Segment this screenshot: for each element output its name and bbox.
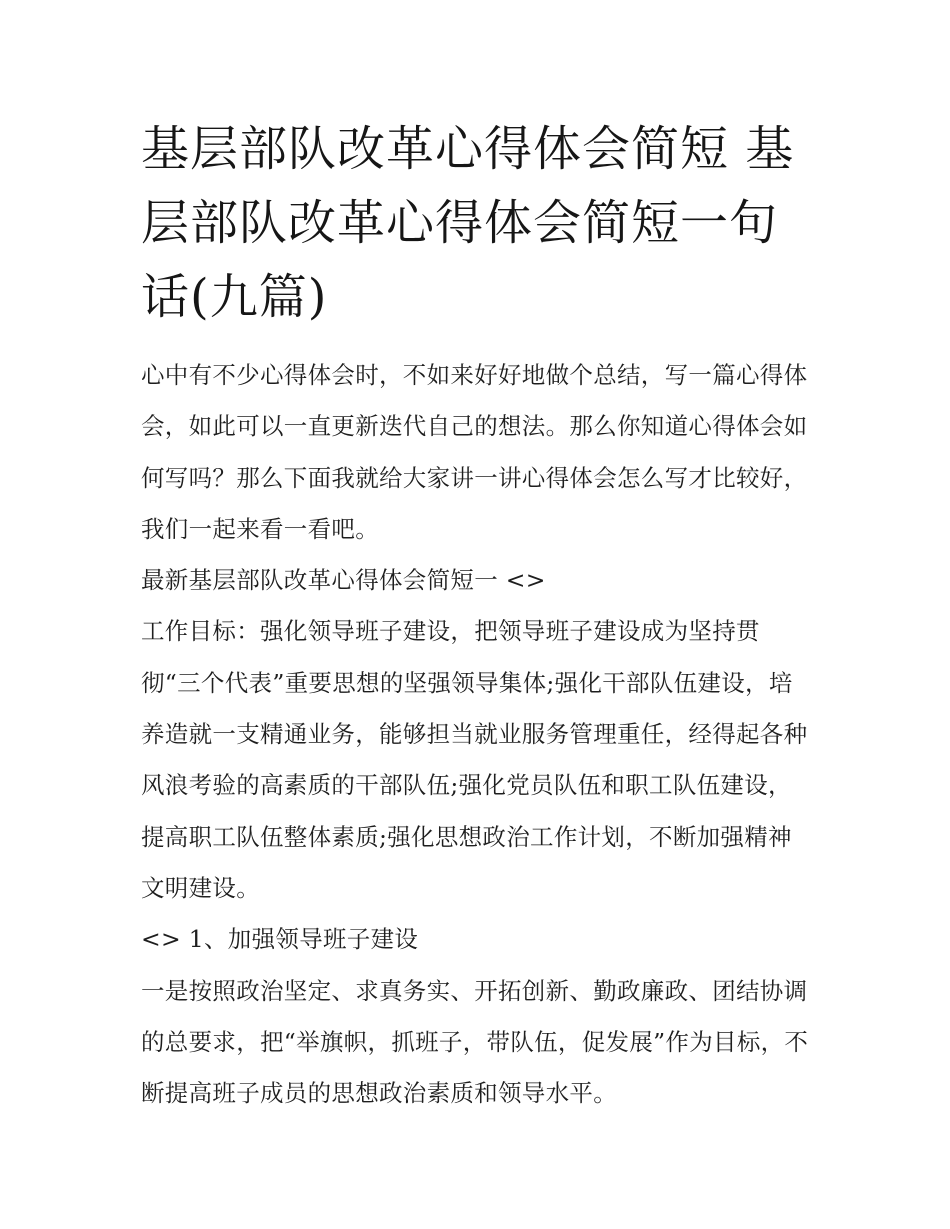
- document-page: [141, 112, 813, 1119]
- document-body: [141, 350, 813, 1119]
- body-paragraph: 一是按照政治坚定、求真务实、开拓创新、勤政廉政、团结协调的总要求，把“举旗帜，抓班子，带队伍，促发展”作为目标，不断提高班子成员的思想政治素质和领导水平。: [141, 976, 809, 1108]
- document-title: 基层部队改革心得体会简短 基层部队改革心得体会简短一句话(九篇): [141, 121, 795, 325]
- section-heading: 最新基层部队改革心得体会简短一 <>: [141, 566, 546, 595]
- intro-paragraph: 心中有不少心得体会时，不如来好好地做个总结，写一篇心得体会，如此可以一直更新迭代自己的想法。那么你知道心得体会如何写吗？那么下面我就给大家讲一讲心得体会怎么写才比较好，我们一起来看一看吧。: [141, 361, 808, 543]
- subsection-heading: <> 1、加强领导班子建设: [141, 925, 419, 954]
- work-goals-paragraph: 工作目标：强化领导班子建设，把领导班子建设成为坚持贯彻“三个代表”重要思想的坚强领导集体;强化干部队伍建设，培养造就一支精通业务，能够担当就业服务管理重任，经得起各种风浪考验的高素质的干部队伍;强化党员队伍和职工队伍建设，提高职工队伍整体素质;强化思想政治工作计划，不断加强精神文明建设。: [141, 617, 808, 902]
